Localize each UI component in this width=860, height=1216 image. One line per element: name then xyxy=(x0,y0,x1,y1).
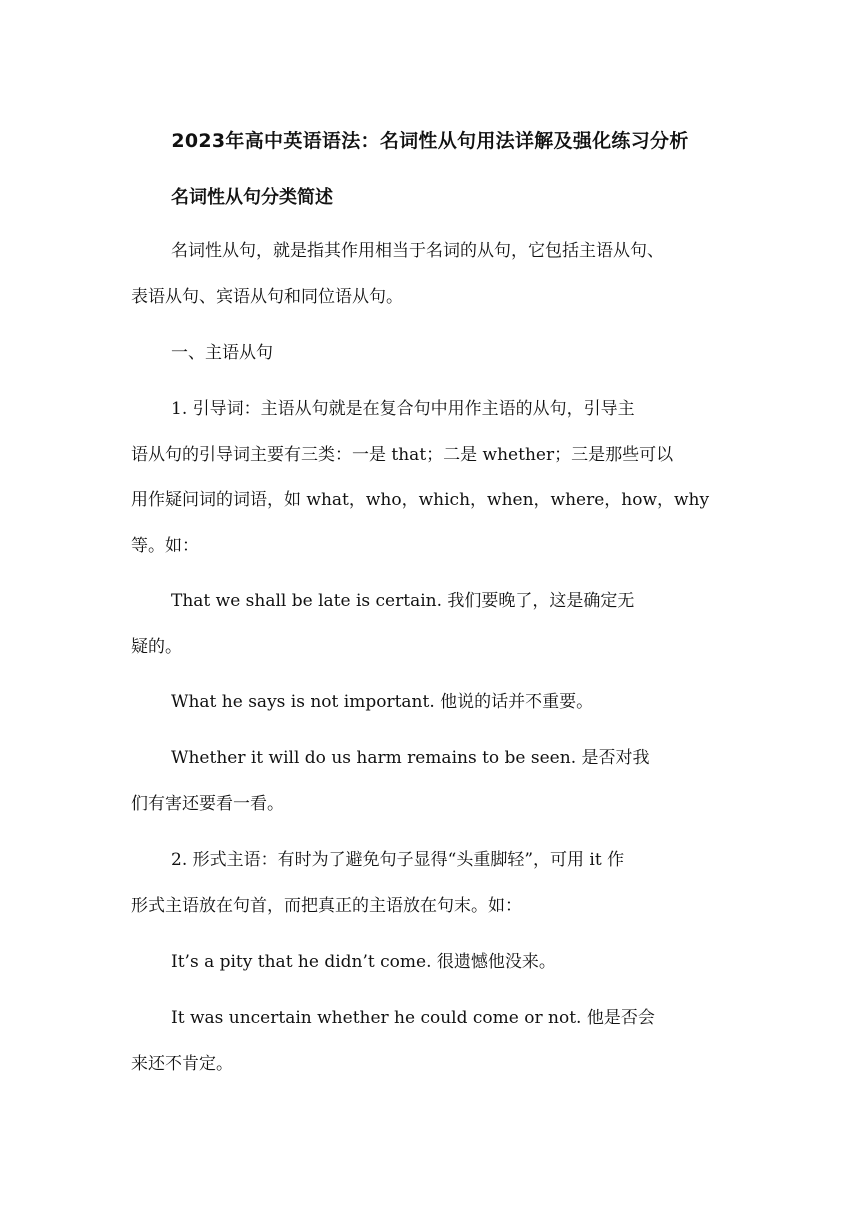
paragraph-line: 语从句的引导词主要有三类：一是 that；二是 whether；三是那些可以 xyxy=(131,444,674,465)
paragraph-example-2 xyxy=(131,680,731,726)
paragraph-line: 名词性从句，就是指其作用相当于名词的从句，它包括主语从句、 xyxy=(171,241,664,261)
paragraph-line: 形式主语放在句首，而把真正的主语放在句末。如： xyxy=(131,895,522,916)
document-title: 2023年高中英语语法：名词性从句用法详解及强化练习分析 xyxy=(171,130,689,152)
paragraph-line: 等。如： xyxy=(131,535,199,556)
paragraph-line: 表语从句、宾语从句和同位语从句。 xyxy=(131,286,403,307)
paragraph-example-4 xyxy=(131,940,731,986)
paragraph-line: That we shall be late is certain. 我们要晚了，这是确定无 xyxy=(171,591,635,611)
paragraph-line: 用作疑问词的词语，如 what，who，which，when，where，how，why xyxy=(131,490,710,510)
paragraph-line: 来还不肯定。 xyxy=(131,1053,233,1074)
paragraph-formal-subject xyxy=(131,838,731,929)
section-heading: 名词性从句分类简述 xyxy=(171,187,333,208)
paragraph-line: 们有害还要看一看。 xyxy=(131,793,284,814)
paragraph-introducers xyxy=(131,387,731,569)
paragraph-line: 2. 形式主语：有时为了避免句子显得“头重脚轻”，可用 it 作 xyxy=(171,850,625,870)
paragraph-line: 1. 引导词：主语从句就是在复合句中用作主语的从句，引导主 xyxy=(171,399,635,419)
paragraph-subject-clause-heading xyxy=(131,331,731,377)
paragraph-intro xyxy=(131,229,731,320)
paragraph-line: 疑的。 xyxy=(131,636,182,657)
paragraph-line: What he says is not important. 他说的话并不重要。 xyxy=(171,692,594,712)
paragraph-line: 一、主语从句 xyxy=(171,343,273,363)
paragraph-example-3 xyxy=(131,736,731,827)
paragraph-line: It was uncertain whether he could come or not. 他是否会 xyxy=(171,1008,655,1028)
paragraph-example-5 xyxy=(131,996,731,1087)
paragraph-example-1 xyxy=(131,579,731,670)
paragraph-line: Whether it will do us harm remains to be seen. 是否对我 xyxy=(171,748,650,768)
paragraph-line: It’s a pity that he didn’t come. 很遗憾他没来。 xyxy=(171,952,556,972)
